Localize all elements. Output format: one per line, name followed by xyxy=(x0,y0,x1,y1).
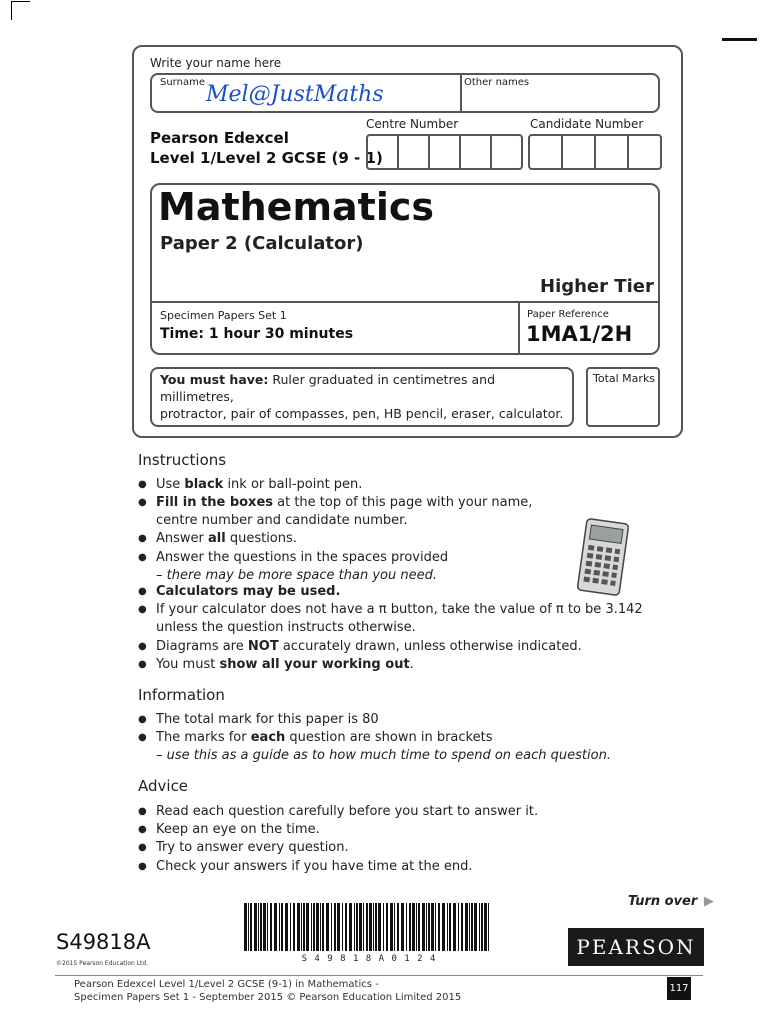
bullet-icon: ● xyxy=(138,842,147,853)
advice-item: ● Keep an eye on the time. xyxy=(138,822,320,837)
candidate-digit-box[interactable] xyxy=(530,136,563,168)
advice-item: ● Try to answer every question. xyxy=(138,840,349,855)
must-have-label: You must have: xyxy=(160,372,269,387)
turn-over-label[interactable]: Turn over ▶ xyxy=(628,894,714,909)
advice-heading: Advice xyxy=(138,777,189,795)
barcode-text: S 4 9 8 1 8 A 0 1 2 4 xyxy=(301,954,437,964)
instruction-item: ● Answer the questions in the spaces provided xyxy=(138,550,449,565)
bullet-icon: ● xyxy=(138,861,147,872)
exam-board: Pearson Edexcel xyxy=(150,129,289,147)
tier: Higher Tier xyxy=(540,276,654,297)
centre-digit-box[interactable] xyxy=(461,136,492,168)
ref-divider xyxy=(518,301,520,353)
information-cont: – use this as a guide as to how much time to spend on each question. xyxy=(156,748,611,763)
top-rule xyxy=(722,38,757,41)
write-name-label: Write your name here xyxy=(150,56,282,70)
bullet-icon: ● xyxy=(138,552,147,563)
instruction-item: ● Calculators may be used. xyxy=(138,584,341,599)
instruction-item: ● If your calculator does not have a π button, take the value of π to be 3.142 xyxy=(138,602,643,617)
instruction-item: ● You must show all your working out. xyxy=(138,657,414,672)
footer-text: Pearson Edexcel Level 1/Level 2 GCSE (9-1) in Mathematics - Specimen Papers Set 1 - September 2015 © Pearson Education Limited 2015 xyxy=(74,979,462,1003)
bullet-icon: ● xyxy=(138,479,147,490)
barcode-icon xyxy=(242,903,494,955)
bullet-icon: ● xyxy=(138,806,147,817)
candidate-digit-box[interactable] xyxy=(629,136,660,168)
centre-digit-box[interactable] xyxy=(492,136,521,168)
advice-item: ● Check your answers if you have time at the end. xyxy=(138,859,473,874)
bullet-icon: ● xyxy=(138,732,147,743)
instructions-heading: Instructions xyxy=(138,451,227,469)
centre-number-boxes[interactable] xyxy=(366,134,523,170)
instruction-item: ● Use black ink or ball-point pen. xyxy=(138,477,363,492)
exam-level: Level 1/Level 2 GCSE (9 - 1) xyxy=(150,149,383,167)
other-names-field[interactable] xyxy=(462,92,652,106)
centre-digit-box[interactable] xyxy=(368,136,399,168)
paper-reference: 1MA1/2H xyxy=(526,322,633,346)
bullet-icon: ● xyxy=(138,659,147,670)
surname-label: Surname xyxy=(160,77,205,88)
turn-over-arrow-icon: ▶ xyxy=(703,894,714,909)
instruction-item: ● Diagrams are NOT accurately drawn, unless otherwise indicated. xyxy=(138,639,582,654)
paper-reference-label: Paper Reference xyxy=(527,309,609,320)
copyright: ©2015 Pearson Education Ltd. xyxy=(56,960,149,967)
footer-rule xyxy=(55,975,703,976)
bullet-icon: ● xyxy=(138,586,147,597)
centre-digit-box[interactable] xyxy=(399,136,430,168)
subject-title: Mathematics xyxy=(158,185,435,229)
page-number: 117 xyxy=(667,977,691,1000)
instruction-cont: – there may be more space than you need. xyxy=(156,568,437,583)
candidate-digit-box[interactable] xyxy=(563,136,596,168)
centre-digit-box[interactable] xyxy=(430,136,461,168)
paper-title: Paper 2 (Calculator) xyxy=(160,233,364,254)
candidate-number-boxes[interactable] xyxy=(528,134,662,170)
specimen-set: Specimen Papers Set 1 xyxy=(160,309,287,322)
instruction-cont: unless the question instructs otherwise. xyxy=(156,620,416,635)
surname-field[interactable]: Mel@JustMaths xyxy=(206,82,384,107)
bullet-icon: ● xyxy=(138,824,147,835)
bullet-icon: ● xyxy=(138,497,147,508)
bullet-icon: ● xyxy=(138,533,147,544)
crop-mark-v xyxy=(11,1,12,20)
information-heading: Information xyxy=(138,686,225,704)
centre-number-label: Centre Number xyxy=(366,117,459,131)
candidate-digit-box[interactable] xyxy=(596,136,629,168)
instruction-cont: centre number and candidate number. xyxy=(156,513,408,528)
title-divider xyxy=(152,301,658,303)
total-marks-label: Total Marks xyxy=(593,372,656,385)
information-item: ● The total mark for this paper is 80 xyxy=(138,712,379,727)
instruction-item: ● Fill in the boxes at the top of this page with your name, xyxy=(138,495,533,510)
information-item: ● The marks for each question are shown in brackets xyxy=(138,730,493,745)
instruction-item: ● Answer all questions. xyxy=(138,531,297,546)
exam-time: Time: 1 hour 30 minutes xyxy=(160,326,354,342)
candidate-number-label: Candidate Number xyxy=(530,117,644,131)
other-names-label: Other names xyxy=(464,77,530,88)
crop-mark-h xyxy=(11,1,30,2)
bullet-icon: ● xyxy=(138,714,147,725)
pearson-logo: PEARSON xyxy=(568,928,704,966)
advice-item: ● Read each question carefully before you start to answer it. xyxy=(138,804,539,819)
must-have-text: You must have: Ruler graduated in centimetres and millimetres, protractor, pair of compasses, pen, HB pencil, eraser, calculator. xyxy=(160,372,564,421)
bullet-icon: ● xyxy=(138,604,147,615)
calculator-icon xyxy=(574,517,632,597)
paper-code: S49818A xyxy=(56,930,151,954)
bullet-icon: ● xyxy=(138,641,147,652)
